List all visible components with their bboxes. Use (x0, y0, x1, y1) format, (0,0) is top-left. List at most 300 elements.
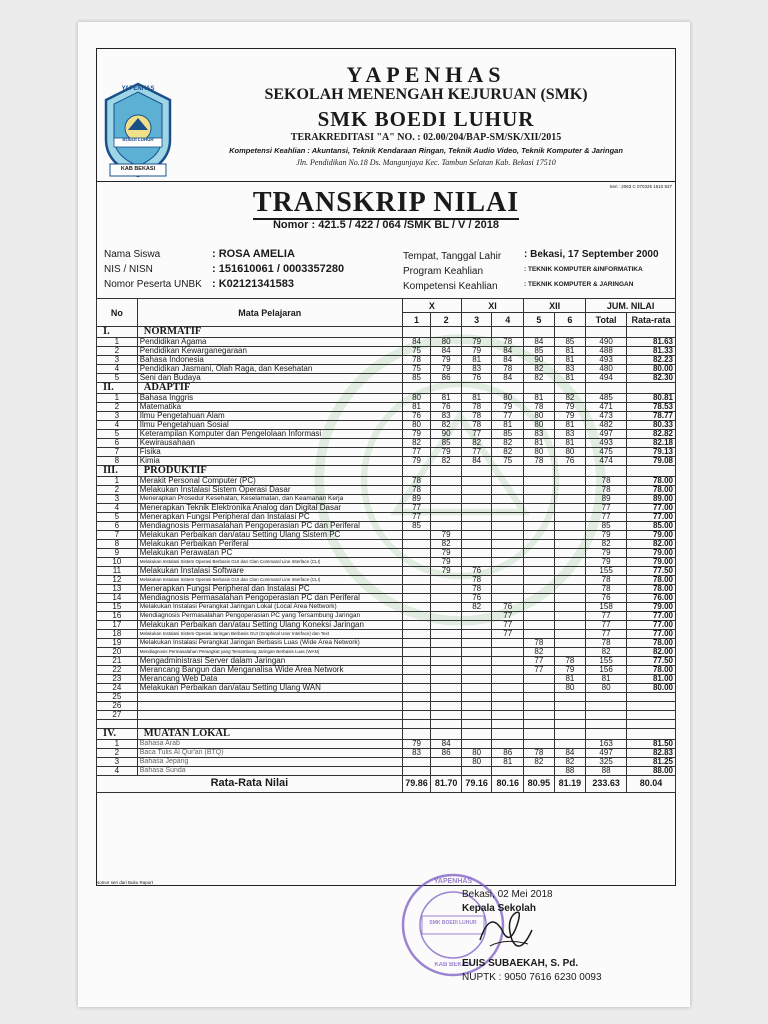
semester-5-score (524, 720, 555, 729)
semester-6-score: 78 (554, 657, 586, 666)
semester-2-score: 76 (431, 403, 462, 412)
semester-5-score (524, 621, 555, 630)
total-score: 163 (586, 739, 627, 748)
semester-6-score: 81 (554, 356, 586, 365)
table-row (97, 675, 676, 684)
student-nis: : 151610061 / 0003357280 (212, 263, 345, 275)
table-row (97, 549, 676, 558)
semester-4-score: 75 (492, 457, 524, 466)
row-number: 23 (97, 675, 138, 684)
semester-5-score: 82 (524, 374, 555, 383)
semester-2-score (431, 504, 462, 513)
semester-5-score: 78 (524, 457, 555, 466)
average-score: 78.00 (626, 486, 675, 495)
average-score: 80.33 (626, 421, 675, 430)
semester-2-score: 79 (431, 448, 462, 457)
average-semester-2: 81.70 (431, 775, 462, 792)
table-row (97, 757, 676, 766)
semester-6-score (554, 594, 586, 603)
empty-cell (586, 327, 627, 338)
row-number: 3 (97, 495, 138, 504)
semester-6-score (554, 486, 586, 495)
semester-2-score: 82 (431, 540, 462, 549)
semester-6-score: 85 (554, 338, 586, 347)
semester-5-score (524, 495, 555, 504)
average-score: 79.08 (626, 457, 675, 466)
empty-cell (626, 383, 675, 394)
semester-2-score (431, 594, 462, 603)
table-header-row (97, 299, 676, 313)
semester-4-score (492, 531, 524, 540)
average-score: 77.50 (626, 657, 675, 666)
table-row (97, 666, 676, 675)
semester-1-score: 78 (402, 477, 431, 486)
school-logo-icon (100, 80, 176, 180)
semester-5-score (524, 540, 555, 549)
semester-6-score (554, 567, 586, 576)
semester-3-score: 80 (461, 757, 492, 766)
average-semester-4: 80.16 (492, 775, 524, 792)
grades-body (97, 327, 676, 776)
total-score: 77 (586, 630, 627, 639)
semester-3-score (461, 684, 492, 693)
serial-number: Seri : 2063 C 070325 1510 837 (609, 184, 672, 189)
row-number (97, 720, 138, 729)
semester-1-score (402, 558, 431, 567)
semester-3-score: 77 (461, 448, 492, 457)
table-row (97, 394, 676, 403)
average-score: 82.82 (626, 430, 675, 439)
semester-2-score: 79 (431, 549, 462, 558)
semester-6-score (554, 648, 586, 657)
total-score: 79 (586, 531, 627, 540)
semester-3-score: 79 (461, 338, 492, 347)
semester-4-score: 84 (492, 374, 524, 383)
semester-4-score (492, 684, 524, 693)
semester-1-score: 79 (402, 430, 431, 439)
total-score: 78 (586, 585, 627, 594)
semester-2-score (431, 477, 462, 486)
semester-2-score (431, 576, 462, 585)
semester-3-score (461, 711, 492, 720)
semester-1-score (402, 585, 431, 594)
average-score: 77.50 (626, 567, 675, 576)
subject-name: Ilmu Pengetahuan Alam (137, 412, 402, 421)
average-row (97, 775, 676, 792)
header-grade-x: X (402, 299, 461, 313)
total-score: 471 (586, 403, 627, 412)
semester-2-score (431, 486, 462, 495)
semester-1-score (402, 693, 431, 702)
section-number: III. (97, 466, 138, 477)
subject-name: Melakukan Perawatan PC (137, 549, 402, 558)
section-number: II. (97, 383, 138, 394)
header-average: Rata-rata (626, 313, 675, 327)
semester-4-score: 85 (492, 430, 524, 439)
total-score: 78 (586, 576, 627, 585)
semester-4-score (492, 693, 524, 702)
header-semester-5: 5 (524, 313, 555, 327)
semester-4-score (492, 766, 524, 775)
semester-2-score (431, 513, 462, 522)
subject-name: Mendiagnosis Permasalahan Pengoperasian PC dan Periferal (137, 594, 402, 603)
semester-3-score: 76 (461, 374, 492, 383)
semester-5-score: 78 (524, 748, 555, 757)
table-row (97, 495, 676, 504)
header-total: Total (586, 313, 627, 327)
total-score: 79 (586, 549, 627, 558)
semester-2-score: 79 (431, 558, 462, 567)
total-score: 482 (586, 421, 627, 430)
semester-2-score: 79 (431, 365, 462, 374)
semester-5-score: 80 (524, 421, 555, 430)
row-number: 2 (97, 486, 138, 495)
semester-2-score (431, 757, 462, 766)
semester-5-score: 78 (524, 639, 555, 648)
empty-cell (461, 327, 492, 338)
table-row (97, 657, 676, 666)
semester-1-score (402, 711, 431, 720)
subject-name: Pendidikan Kewarganegaraan (137, 347, 402, 356)
row-number: 17 (97, 621, 138, 630)
total-score: 156 (586, 666, 627, 675)
semester-6-score (554, 630, 586, 639)
semester-5-score (524, 531, 555, 540)
average-score: 78.53 (626, 403, 675, 412)
student-name: : ROSA AMELIA (212, 248, 295, 260)
semester-5-score: 77 (524, 666, 555, 675)
empty-cell (402, 728, 431, 739)
average-score: 82.18 (626, 439, 675, 448)
average-score: 77.00 (626, 513, 675, 522)
subject-name: Melakukan Perbaikan dan/atau Setting Ulang Koneksi Jaringan (137, 621, 402, 630)
empty-cell (524, 383, 555, 394)
average-score: 81.25 (626, 757, 675, 766)
header-total-score: JUM. NILAI (586, 299, 676, 313)
empty-cell (524, 728, 555, 739)
empty-cell (554, 466, 586, 477)
semester-3-score: 81 (461, 356, 492, 365)
table-row (97, 585, 676, 594)
subject-name: Menerapkan Fungsi Peripheral dan Instalasi PC (137, 585, 402, 594)
subject-name: Bahasa Sunda (137, 766, 402, 775)
average-score: 80.81 (626, 394, 675, 403)
semester-5-score: 80 (524, 448, 555, 457)
semester-6-score (554, 612, 586, 621)
total-score (586, 702, 627, 711)
empty-cell (461, 466, 492, 477)
logo-text-top: YAPENHAS (121, 86, 155, 92)
subject-name: Melakukan Perbaikan dan/atau Setting Ulang Sistem PC (137, 531, 402, 540)
table-row (97, 684, 676, 693)
row-number: 2 (97, 347, 138, 356)
table-row (97, 748, 676, 757)
semester-2-score (431, 603, 462, 612)
semester-6-score: 84 (554, 748, 586, 757)
semester-2-score (431, 693, 462, 702)
row-number: 1 (97, 338, 138, 347)
semester-2-score (431, 522, 462, 531)
semester-3-score (461, 675, 492, 684)
semester-3-score (461, 657, 492, 666)
semester-1-score: 79 (402, 457, 431, 466)
subject-name: Melakukan Instalasi Sistem Operasi Berbasis GUI dan Clan Command Line Interface (CLI) (137, 576, 402, 585)
subject-name: Menerapkan Teknik Elektronika Analog dan Digital Dasar (137, 504, 402, 513)
semester-3-score: 78 (461, 412, 492, 421)
semester-3-score (461, 639, 492, 648)
birth-value: : Bekasi, 17 September 2000 (524, 249, 659, 260)
semester-3-score (461, 702, 492, 711)
table-row (97, 576, 676, 585)
stamp-text-bottom: KAB BEKASI (434, 962, 472, 968)
row-number: 25 (97, 693, 138, 702)
total-score: 493 (586, 439, 627, 448)
semester-5-score (524, 594, 555, 603)
semester-6-score (554, 711, 586, 720)
average-score: 79.00 (626, 558, 675, 567)
semester-4-score (492, 486, 524, 495)
semester-4-score (492, 702, 524, 711)
subject-name: Keterampilan Komputer dan Pengelolaan Informasi (137, 430, 402, 439)
semester-4-score: 82 (492, 448, 524, 457)
average-overall: 80.04 (626, 775, 675, 792)
semester-6-score (554, 639, 586, 648)
competencies: Kompetensi Keahlian : Akuntansi, Teknik Kendaraan Ringan, Teknik Audio Video, Teknik Komputer & Jaringan (229, 146, 623, 155)
header-grade-xii: XII (524, 299, 586, 313)
semester-4-score (492, 594, 524, 603)
semester-4-score: 78 (492, 338, 524, 347)
table-row (97, 558, 676, 567)
semester-6-score (554, 522, 586, 531)
section-row (97, 466, 676, 477)
semester-6-score: 88 (554, 766, 586, 775)
row-number: 24 (97, 684, 138, 693)
average-score: 82.00 (626, 648, 675, 657)
row-number: 4 (97, 421, 138, 430)
semester-3-score (461, 504, 492, 513)
semester-6-score: 81 (554, 675, 586, 684)
semester-1-score (402, 757, 431, 766)
empty-cell (431, 383, 462, 394)
semester-2-score: 82 (431, 457, 462, 466)
average-score: 77.00 (626, 621, 675, 630)
semester-6-score: 81 (554, 439, 586, 448)
semester-6-score (554, 531, 586, 540)
semester-4-score (492, 648, 524, 657)
table-row (97, 365, 676, 374)
table-row (97, 403, 676, 412)
average-score: 89.00 (626, 495, 675, 504)
row-number: 8 (97, 457, 138, 466)
average-score: 76.00 (626, 594, 675, 603)
semester-3-score (461, 522, 492, 531)
semester-3-score: 82 (461, 439, 492, 448)
table-row (97, 621, 676, 630)
table-row (97, 639, 676, 648)
semester-5-score (524, 513, 555, 522)
row-number: 4 (97, 365, 138, 374)
total-score: 155 (586, 657, 627, 666)
semester-4-score: 81 (492, 757, 524, 766)
semester-1-score (402, 567, 431, 576)
table-row (97, 693, 676, 702)
table-row (97, 486, 676, 495)
section-row (97, 728, 676, 739)
semester-3-score (461, 558, 492, 567)
semester-4-score: 81 (492, 421, 524, 430)
subject-name: Pendidikan Agama (137, 338, 402, 347)
semester-3-score (461, 666, 492, 675)
row-number: 12 (97, 576, 138, 585)
subject-name: Matematika (137, 403, 402, 412)
average-score: 79.00 (626, 531, 675, 540)
semester-5-score (524, 522, 555, 531)
header-semester-3: 3 (461, 313, 492, 327)
subject-name: Merancang Bangun dan Menganalisa Wide Area Network (137, 666, 402, 675)
semester-3-score (461, 513, 492, 522)
table-row (97, 702, 676, 711)
average-score: 81.63 (626, 338, 675, 347)
semester-4-score (492, 576, 524, 585)
subject-name: Melakukan Instalasi Sistem Operasi Berbasis GUI dan Clan Command Line Interface (CLI) (137, 558, 402, 567)
empty-cell (554, 327, 586, 338)
semester-1-score (402, 702, 431, 711)
subject-name: Melakukan Instalasi Sistem Operasi Dasar (137, 486, 402, 495)
row-number: 1 (97, 477, 138, 486)
average-score: 78.77 (626, 412, 675, 421)
header-semester-2: 2 (431, 313, 462, 327)
semester-4-score: 84 (492, 347, 524, 356)
total-score: 473 (586, 412, 627, 421)
table-row (97, 720, 676, 729)
total-score: 490 (586, 338, 627, 347)
subject-name: Kewirausahaan (137, 439, 402, 448)
row-number: 5 (97, 430, 138, 439)
semester-5-score: 82 (524, 757, 555, 766)
semester-5-score (524, 576, 555, 585)
row-number: 18 (97, 630, 138, 639)
subject-name: Bahasa Indonesia (137, 356, 402, 365)
semester-5-score (524, 612, 555, 621)
semester-4-score (492, 739, 524, 748)
semester-2-score (431, 621, 462, 630)
semester-4-score: 86 (492, 748, 524, 757)
table-row (97, 630, 676, 639)
semester-1-score (402, 594, 431, 603)
empty-cell (626, 327, 675, 338)
semester-3-score: 81 (461, 394, 492, 403)
semester-5-score (524, 558, 555, 567)
semester-1-score (402, 766, 431, 775)
average-score: 77.00 (626, 630, 675, 639)
row-number: 1 (97, 739, 138, 748)
table-row (97, 766, 676, 775)
total-score: 85 (586, 522, 627, 531)
semester-3-score: 78 (461, 403, 492, 412)
total-score: 494 (586, 374, 627, 383)
semester-1-score (402, 612, 431, 621)
semester-5-score: 81 (524, 439, 555, 448)
semester-6-score (554, 621, 586, 630)
subject-name: Mengadministrasi Server dalam Jaringan (137, 657, 402, 666)
semester-6-score: 79 (554, 412, 586, 421)
total-score: 485 (586, 394, 627, 403)
semester-3-score: 76 (461, 594, 492, 603)
semester-4-score: 76 (492, 603, 524, 612)
average-score: 81.00 (626, 675, 675, 684)
empty-cell (461, 728, 492, 739)
semester-2-score (431, 711, 462, 720)
semester-1-score: 75 (402, 365, 431, 374)
semester-3-score (461, 531, 492, 540)
table-row (97, 594, 676, 603)
footnote: Nomor seri dari Buku Raport (96, 880, 154, 885)
table-row (97, 567, 676, 576)
semester-3-score (461, 693, 492, 702)
semester-1-score: 76 (402, 412, 431, 421)
semester-2-score: 85 (431, 439, 462, 448)
semester-6-score (554, 513, 586, 522)
empty-cell (461, 383, 492, 394)
semester-3-score (461, 486, 492, 495)
semester-5-score: 83 (524, 430, 555, 439)
accreditation: TERAKREDITASI "A" NO. : 02.00/204/BAP-SM/SK/XII/2015 (290, 132, 562, 143)
semester-5-score (524, 504, 555, 513)
semester-1-score: 82 (402, 439, 431, 448)
table-row (97, 522, 676, 531)
row-number: 4 (97, 766, 138, 775)
average-semester-5: 80.95 (524, 775, 555, 792)
semester-4-score (492, 720, 524, 729)
subject-name (137, 711, 402, 720)
semester-6-score: 81 (554, 347, 586, 356)
total-score: 81 (586, 675, 627, 684)
student-name-label: Nama Siswa (104, 249, 161, 260)
total-score: 475 (586, 448, 627, 457)
semester-2-score: 81 (431, 394, 462, 403)
semester-2-score: 79 (431, 531, 462, 540)
subject-name: Fisika (137, 448, 402, 457)
subject-name: Bahasa Inggris (137, 394, 402, 403)
average-score: 80.00 (626, 684, 675, 693)
stamp-text-top: YAPENHAS (433, 878, 473, 885)
semester-2-score (431, 630, 462, 639)
subject-name: Bahasa Arab (137, 739, 402, 748)
average-score: 88.00 (626, 766, 675, 775)
semester-6-score: 79 (554, 666, 586, 675)
average-score (626, 693, 675, 702)
semester-2-score (431, 666, 462, 675)
semester-3-score (461, 612, 492, 621)
total-score: 78 (586, 486, 627, 495)
semester-6-score (554, 576, 586, 585)
semester-4-score: 82 (492, 439, 524, 448)
average-score: 78.00 (626, 576, 675, 585)
semester-1-score (402, 603, 431, 612)
average-score: 77.00 (626, 504, 675, 513)
total-score: 497 (586, 430, 627, 439)
semester-6-score: 82 (554, 394, 586, 403)
semester-4-score (492, 513, 524, 522)
signature-place-date: Bekasi, 02 Mei 2018 (462, 889, 553, 900)
semester-5-score (524, 486, 555, 495)
total-score: 82 (586, 648, 627, 657)
empty-cell (586, 728, 627, 739)
table-row (97, 338, 676, 347)
semester-4-score (492, 657, 524, 666)
section-row (97, 383, 676, 394)
empty-cell (492, 327, 524, 338)
